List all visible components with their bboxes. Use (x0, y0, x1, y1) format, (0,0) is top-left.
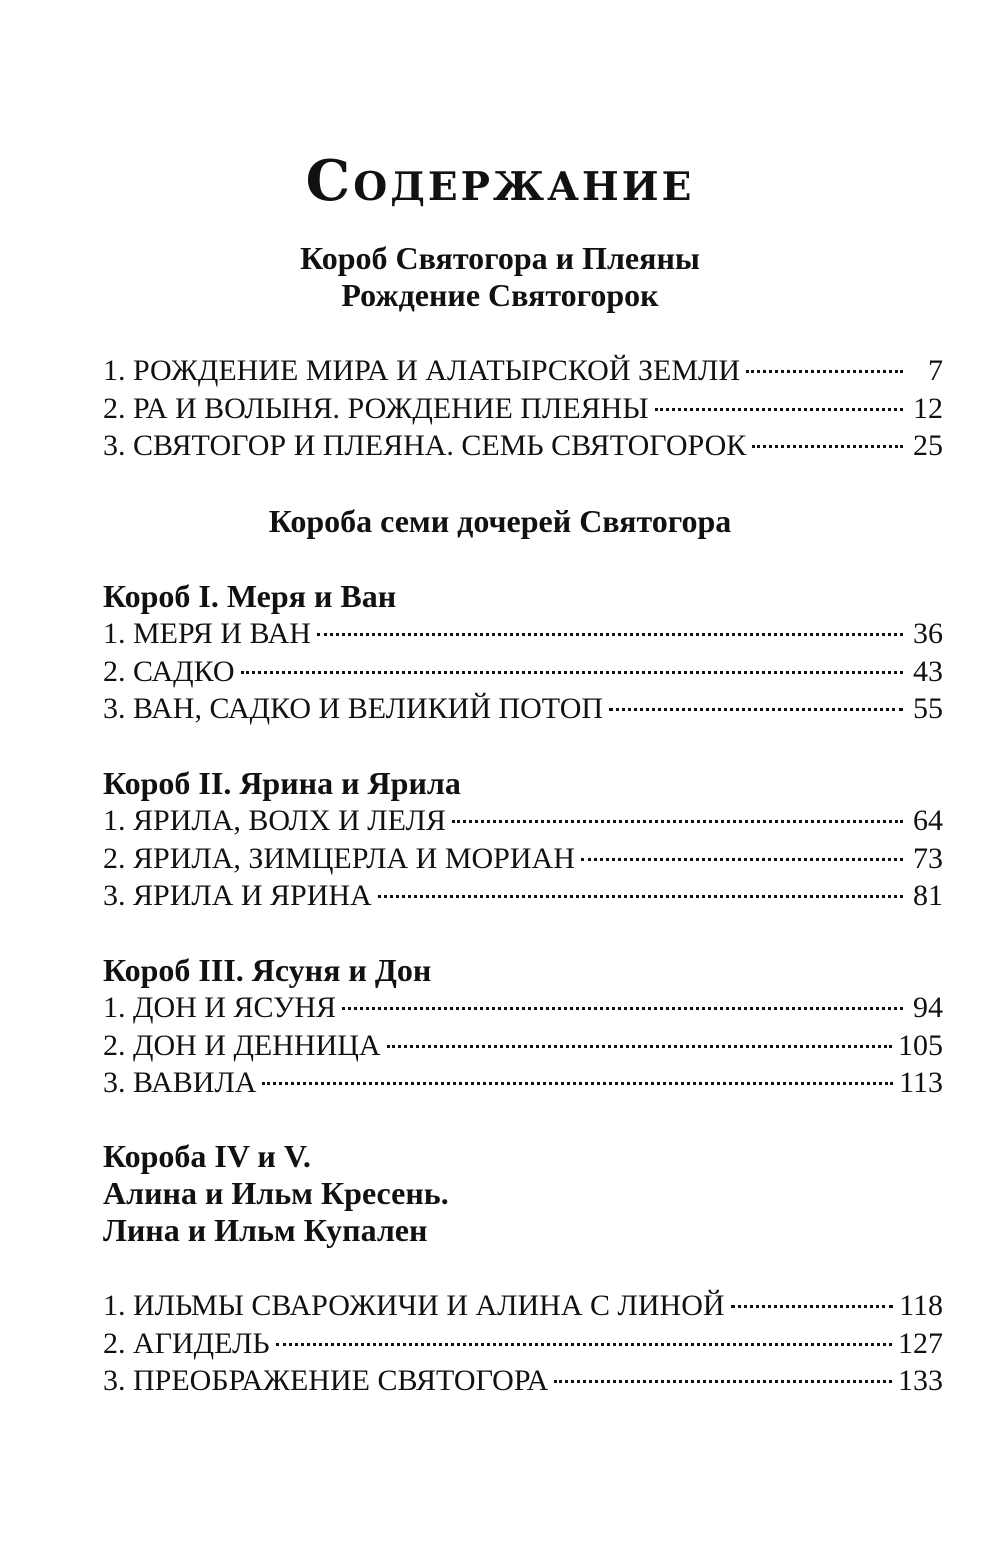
dot-leader (746, 370, 903, 373)
section-heading-3: Короб III. Ясуня и Дон (103, 952, 432, 988)
toc-entry-page: 105 (898, 1028, 943, 1062)
toc-entry-title: 1. ИЛЬМЫ СВАРОЖИЧИ И АЛИНА С ЛИНОЙ (103, 1289, 725, 1322)
toc-entry-page: 7 (928, 354, 943, 387)
toc-entry-title: 1. ЯРИЛА, ВОЛХ И ЛЕЛЯ (103, 804, 446, 837)
toc-entry-title: 1. РОЖДЕНИЕ МИРА И АЛАТЫРСКОЙ ЗЕМЛИ (103, 354, 741, 387)
toc-entry (103, 427, 943, 465)
dot-leader (276, 1343, 892, 1346)
part-heading: Короба семи дочерей Святогора (268, 503, 732, 539)
toc-entry-title: 3. ВАН, САДКО И ВЕЛИКИЙ ПОТОП (103, 692, 604, 725)
page-title: Содержание (305, 148, 695, 214)
toc-entry-page: 25 (913, 429, 943, 462)
toc-entry-page: 12 (913, 391, 943, 425)
section-entries-2 (103, 802, 943, 915)
toc-entry-title: 2. ЯРИЛА, ЗИМЦЕРЛА И МОРИАН (103, 841, 575, 875)
dot-leader (655, 408, 903, 411)
toc-entry (103, 1027, 943, 1065)
toc-entry-page: 43 (913, 654, 943, 688)
toc-entry (103, 1362, 943, 1400)
toc-entry-page: 127 (898, 1326, 943, 1360)
toc-entry-page: 94 (913, 991, 943, 1024)
toc-entry-page: 81 (913, 879, 943, 912)
toc-entry (103, 615, 943, 653)
toc-entry-page: 73 (913, 841, 943, 875)
dot-leader (241, 671, 903, 674)
intro-heading-line1: Короб Святогора и Плеяны (300, 240, 700, 276)
toc-entry-title: 1. МЕРЯ И ВАН (103, 617, 311, 650)
dot-leader (452, 820, 903, 823)
dot-leader (317, 633, 903, 636)
dot-leader (581, 858, 903, 861)
toc-entry (103, 877, 943, 915)
toc-entry-title: 2. САДКО (103, 654, 235, 688)
section-heading-4-line3: Лина и Ильм Купален (103, 1212, 428, 1248)
section-entries-4 (103, 1287, 943, 1400)
toc-entry-page: 113 (899, 1066, 943, 1099)
toc-entry-page: 133 (898, 1364, 943, 1397)
section-heading-2: Короб II. Ярина и Ярила (103, 765, 461, 801)
section-heading-4-line2: Алина и Ильм Кресень. (103, 1175, 449, 1211)
dot-leader (752, 445, 903, 448)
dot-leader (262, 1082, 893, 1085)
section-heading-1: Короб I. Меря и Ван (103, 578, 397, 614)
toc-entry-title: 3. ВАВИЛА (103, 1066, 257, 1099)
toc-entry (103, 840, 943, 878)
toc-entry (103, 690, 943, 728)
toc-entry-page: 36 (913, 617, 943, 650)
toc-entry (103, 390, 943, 428)
dot-leader (609, 708, 903, 711)
dot-leader (731, 1305, 894, 1308)
dot-leader (387, 1045, 892, 1048)
section-heading-4-line1: Короба IV и V. (103, 1138, 311, 1174)
toc-entry-title: 3. ЯРИЛА И ЯРИНА (103, 879, 372, 912)
section-entries-1 (103, 615, 943, 728)
toc-entry-title: 2. РА И ВОЛЫНЯ. РОЖДЕНИЕ ПЛЕЯНЫ (103, 391, 649, 425)
toc-entry (103, 1287, 943, 1325)
dot-leader (554, 1380, 892, 1383)
toc-entry (103, 989, 943, 1027)
toc-entry-title: 1. ДОН И ЯСУНЯ (103, 991, 336, 1024)
toc-entry-title: 2. АГИДЕЛЬ (103, 1326, 270, 1360)
toc-entry-page: 55 (913, 692, 943, 725)
section-entries-3 (103, 989, 943, 1102)
toc-entry-title: 2. ДОН И ДЕННИЦА (103, 1028, 381, 1062)
toc-entry (103, 802, 943, 840)
toc-entry (103, 352, 943, 390)
intro-entries (103, 352, 943, 465)
toc-entry (103, 1325, 943, 1363)
toc-entry-page: 64 (913, 804, 943, 837)
toc-entry (103, 1064, 943, 1102)
toc-entry-title: 3. СВЯТОГОР И ПЛЕЯНА. СЕМЬ СВЯТОГОРОК (103, 429, 747, 462)
toc-entry (103, 653, 943, 691)
toc-entry-title: 3. ПРЕОБРАЖЕНИЕ СВЯТОГОРА (103, 1364, 549, 1397)
dot-leader (342, 1007, 903, 1010)
intro-heading-line2: Рождение Святогорок (341, 277, 659, 313)
dot-leader (378, 895, 903, 898)
toc-entry-page: 118 (899, 1289, 943, 1322)
